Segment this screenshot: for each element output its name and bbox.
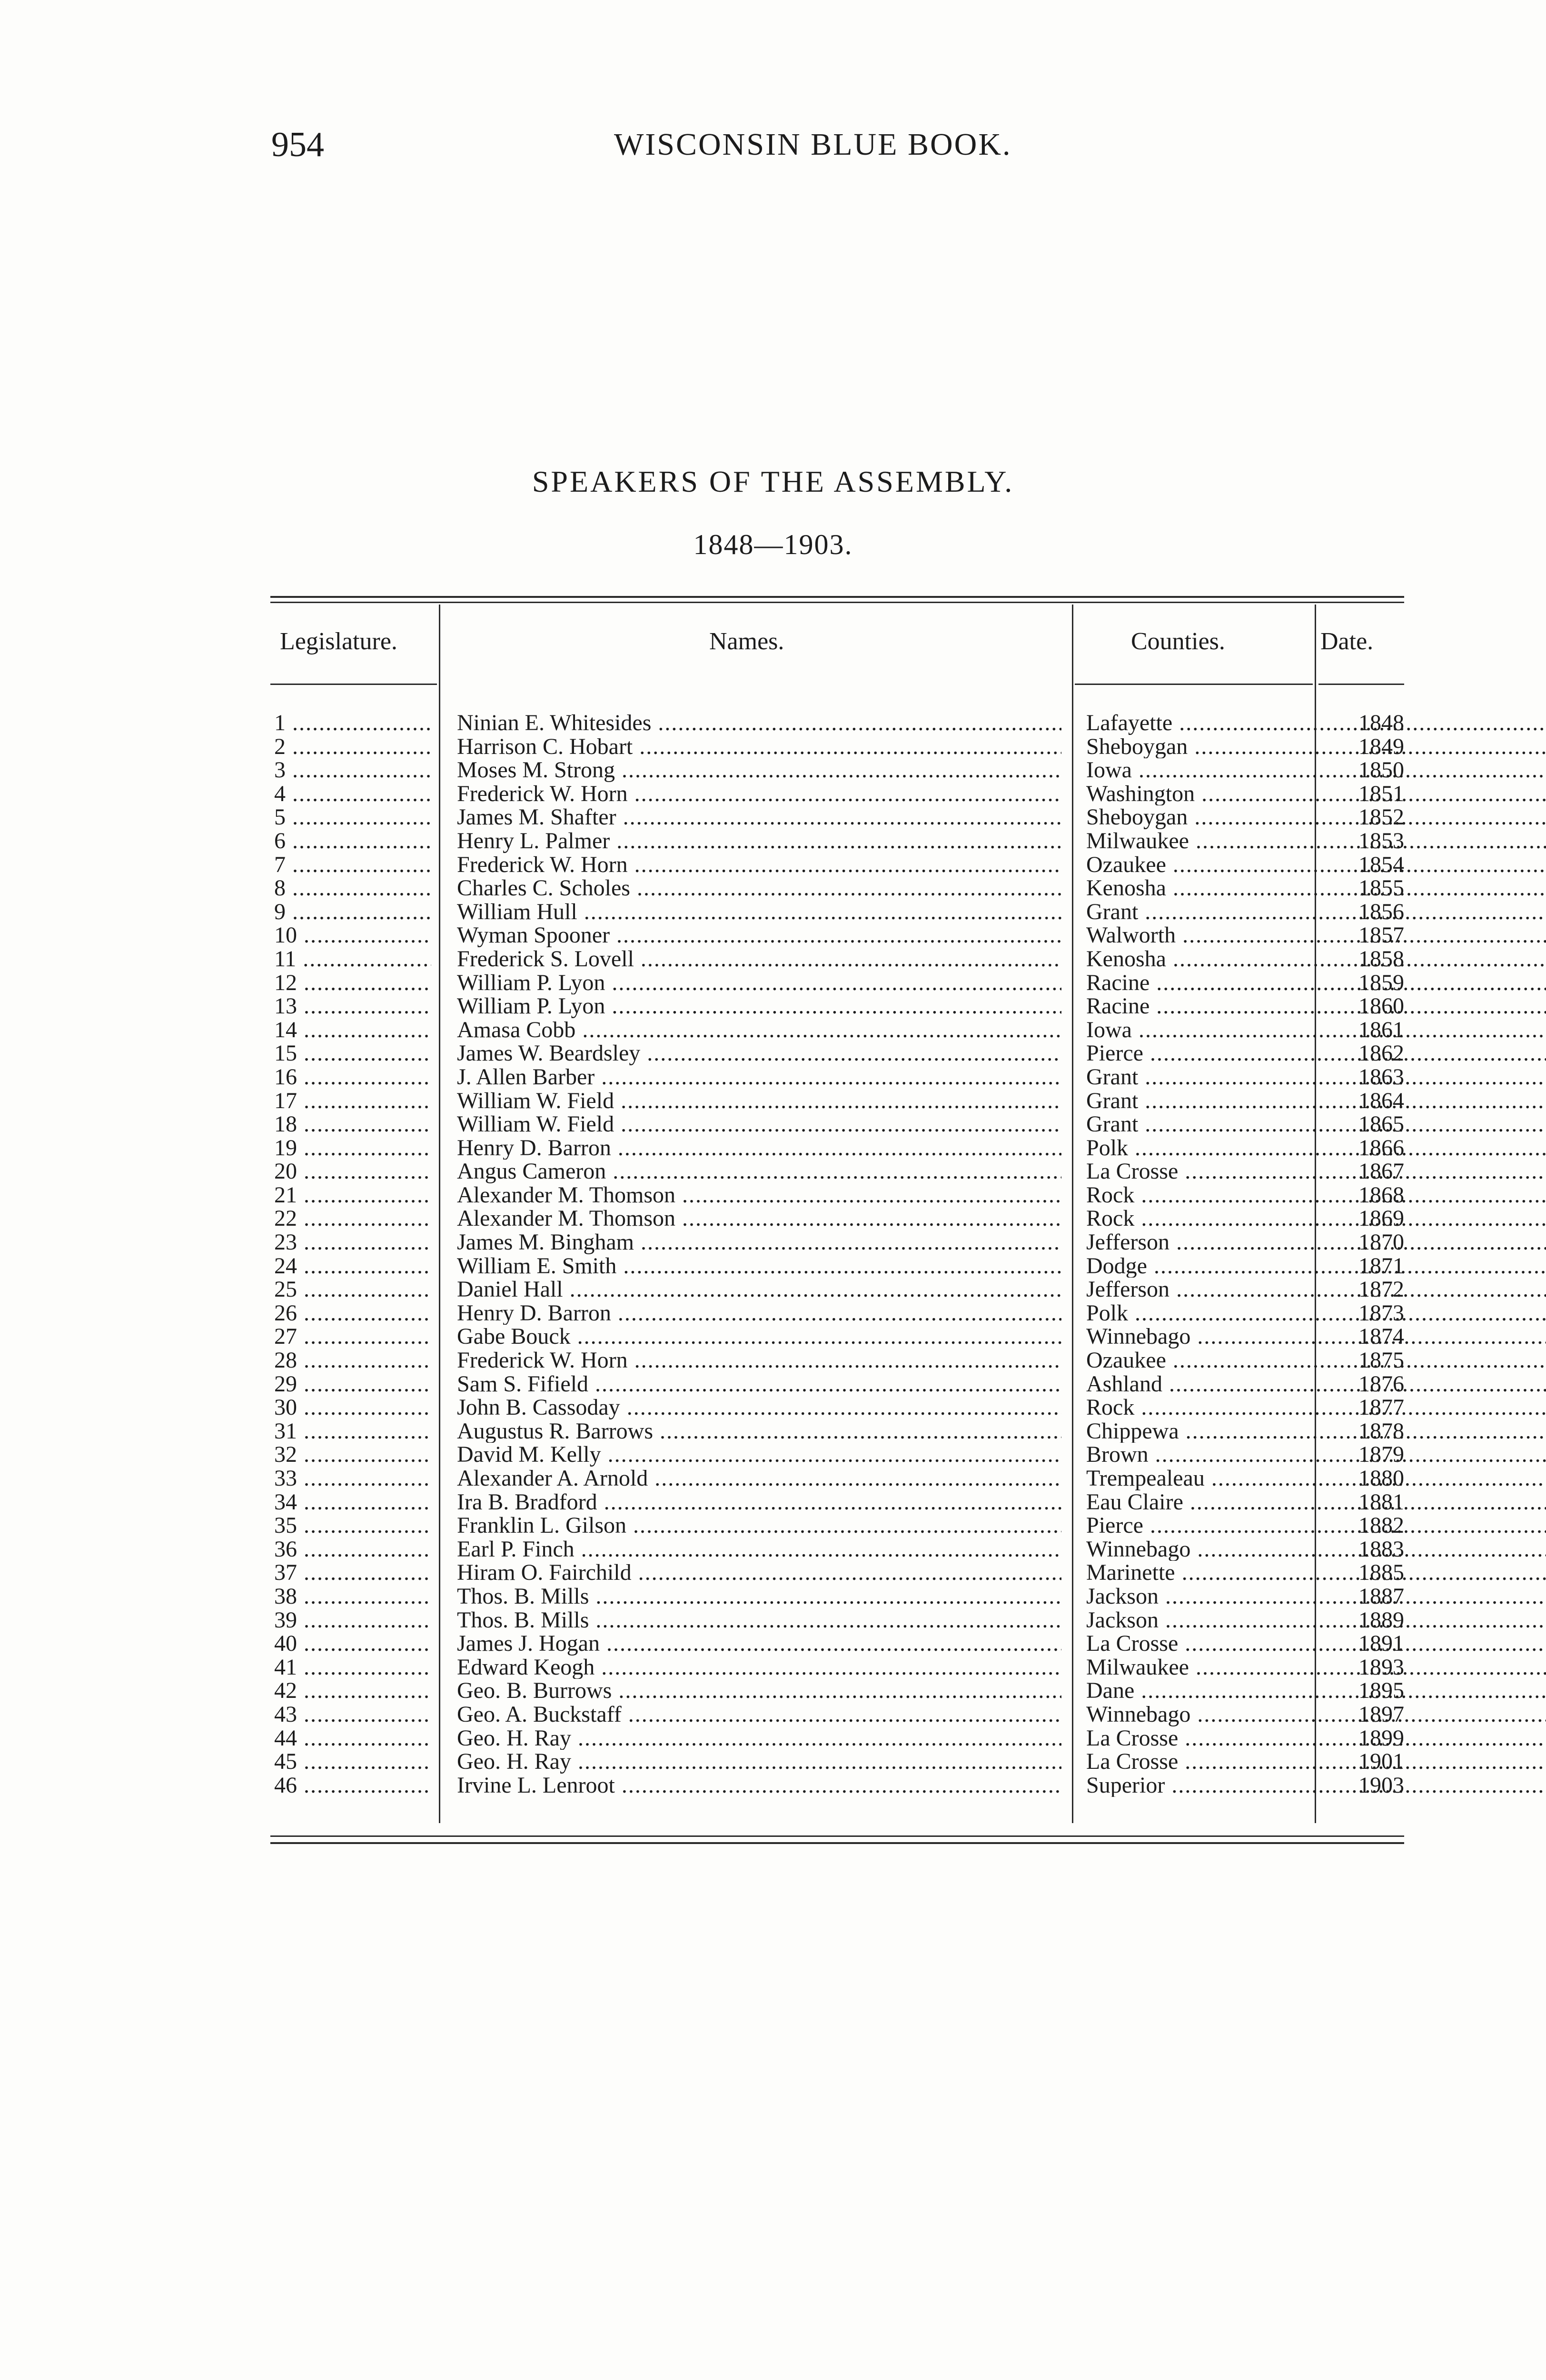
legislature-cell: 43 ..... (274, 1703, 431, 1726)
legislature-cell: 18 ..... (274, 1112, 431, 1136)
date-cell: 1863 (1358, 1064, 1404, 1090)
table-row (270, 1065, 1404, 1089)
legislature-cell: 35 ..... (274, 1514, 431, 1537)
table-row (270, 900, 1404, 924)
date-cell: 1865 (1358, 1111, 1404, 1137)
name-cell: J. Allen Barber ..... (457, 1065, 1061, 1089)
table-row (270, 1467, 1404, 1490)
date-cell: 1889 (1358, 1607, 1404, 1633)
date-cell: 1860 (1358, 993, 1404, 1019)
table-row (270, 1041, 1404, 1065)
page-subtitle: 1848—1903. (693, 529, 853, 560)
county-cell: Jefferson ..... (1086, 1278, 1546, 1301)
legislature-cell: 12 ..... (274, 971, 431, 995)
county-cell: Rock ..... (1086, 1396, 1546, 1419)
legislature-cell: 38 ..... (274, 1585, 431, 1608)
legislature-cell: 21 ..... (274, 1183, 431, 1207)
table-row (270, 1112, 1404, 1136)
date-cell: 1882 (1358, 1513, 1404, 1538)
table-row (270, 994, 1404, 1018)
legislature-cell: 13 ..... (274, 994, 431, 1018)
name-cell: William P. Lyon ..... (457, 994, 1061, 1018)
legislature-cell: 16 ..... (274, 1065, 431, 1089)
legislature-cell: 34 ..... (274, 1490, 431, 1514)
table-row (270, 971, 1404, 995)
table-row (270, 853, 1404, 877)
date-cell: 1874 (1358, 1324, 1404, 1349)
header-underline (1075, 684, 1313, 685)
column-header-names: Names. (709, 628, 784, 655)
county-cell: Sheboygan ..... (1086, 805, 1546, 829)
county-cell: Kenosha ..... (1086, 947, 1546, 971)
legislature-cell: 42 ..... (274, 1679, 431, 1703)
date-cell: 1856 (1358, 899, 1404, 924)
county-cell: Pierce ..... (1086, 1514, 1546, 1537)
date-cell: 1851 (1358, 781, 1404, 806)
table-row (270, 782, 1404, 806)
name-cell: Moses M. Strong ..... (457, 758, 1061, 782)
table-row (270, 1750, 1404, 1774)
county-cell: Iowa ..... (1086, 758, 1546, 782)
legislature-cell: 32 ..... (274, 1443, 431, 1467)
date-cell: 1887 (1358, 1583, 1404, 1609)
date-cell: 1876 (1358, 1371, 1404, 1397)
county-cell: Lafayette ..... (1086, 711, 1546, 735)
legislature-cell: 14 ..... (274, 1018, 431, 1042)
county-cell: La Crosse ..... (1086, 1160, 1546, 1183)
date-cell: 1872 (1358, 1277, 1404, 1302)
name-cell: Charles C. Scholes ..... (457, 876, 1061, 900)
name-cell: William E. Smith ..... (457, 1254, 1061, 1278)
date-cell: 1878 (1358, 1418, 1404, 1444)
date-cell: 1853 (1358, 828, 1404, 853)
date-cell: 1866 (1358, 1135, 1404, 1160)
legislature-cell: 5 ..... (274, 805, 431, 829)
name-cell: Alexander M. Thomson ..... (457, 1207, 1061, 1230)
county-cell: La Crosse ..... (1086, 1726, 1546, 1750)
date-cell: 1877 (1358, 1395, 1404, 1420)
county-cell: Grant ..... (1086, 1089, 1546, 1113)
date-cell: 1848 (1358, 710, 1404, 735)
name-cell: Daniel Hall ..... (457, 1278, 1061, 1301)
county-cell: Dane ..... (1086, 1679, 1546, 1703)
name-cell: William W. Field ..... (457, 1112, 1061, 1136)
county-cell: Kenosha ..... (1086, 876, 1546, 900)
legislature-cell: 2 ..... (274, 735, 431, 759)
name-cell: Harrison C. Hobart ..... (457, 735, 1061, 759)
table-row (270, 1254, 1404, 1278)
table-row (270, 876, 1404, 900)
name-cell: Alexander M. Thomson ..... (457, 1183, 1061, 1207)
legislature-cell: 40 ..... (274, 1632, 431, 1656)
table-row (270, 1537, 1404, 1561)
date-cell: 1897 (1358, 1701, 1404, 1727)
table-row (270, 1160, 1404, 1183)
name-cell: Ninian E. Whitesides ..... (457, 711, 1061, 735)
legislature-cell: 4 ..... (274, 782, 431, 806)
name-cell: Frederick W. Horn ..... (457, 853, 1061, 877)
name-cell: Henry L. Palmer ..... (457, 829, 1061, 853)
county-cell: Racine ..... (1086, 971, 1546, 995)
county-cell: Milwaukee ..... (1086, 1656, 1546, 1679)
name-cell: Alexander A. Arnold ..... (457, 1467, 1061, 1490)
table-row (270, 758, 1404, 782)
legislature-cell: 39 ..... (274, 1608, 431, 1632)
table-body (270, 711, 1404, 1797)
date-cell: 1854 (1358, 852, 1404, 877)
county-cell: Chippewa ..... (1086, 1419, 1546, 1443)
legislature-cell: 33 ..... (274, 1467, 431, 1490)
county-cell: Pierce ..... (1086, 1041, 1546, 1065)
date-cell: 1852 (1358, 804, 1404, 830)
legislature-cell: 17 ..... (274, 1089, 431, 1113)
county-cell: Polk ..... (1086, 1301, 1546, 1325)
table-row (270, 947, 1404, 971)
table-row (270, 829, 1404, 853)
header-underline (1318, 684, 1404, 685)
table-row (270, 1561, 1404, 1585)
name-cell: Geo. B. Burrows ..... (457, 1679, 1061, 1703)
county-cell: Grant ..... (1086, 900, 1546, 924)
legislature-cell: 31 ..... (274, 1419, 431, 1443)
date-cell: 1891 (1358, 1631, 1404, 1656)
date-cell: 1868 (1358, 1182, 1404, 1208)
county-cell: Brown ..... (1086, 1443, 1546, 1467)
name-cell: James W. Beardsley ..... (457, 1041, 1061, 1065)
legislature-cell: 30 ..... (274, 1396, 431, 1419)
date-cell: 1871 (1358, 1253, 1404, 1279)
legislature-cell: 29 ..... (274, 1372, 431, 1396)
legislature-cell: 20 ..... (274, 1160, 431, 1183)
table-row (270, 711, 1404, 735)
name-cell: William W. Field ..... (457, 1089, 1061, 1113)
legislature-cell: 19 ..... (274, 1136, 431, 1160)
date-cell: 1855 (1358, 875, 1404, 901)
county-cell: Trempealeau ..... (1086, 1467, 1546, 1490)
county-cell: Marinette ..... (1086, 1561, 1546, 1585)
county-cell: Ozaukee ..... (1086, 853, 1546, 877)
top-rule-inner (270, 602, 1404, 603)
county-cell: Polk ..... (1086, 1136, 1546, 1160)
name-cell: Henry D. Barron ..... (457, 1301, 1061, 1325)
legislature-cell: 46 ..... (274, 1774, 431, 1797)
name-cell: Sam S. Fifield ..... (457, 1372, 1061, 1396)
name-cell: Ira B. Bradford ..... (457, 1490, 1061, 1514)
table-row (270, 1490, 1404, 1514)
date-cell: 1903 (1358, 1772, 1404, 1798)
table-row (270, 1585, 1404, 1608)
legislature-cell: 26 ..... (274, 1301, 431, 1325)
table-row (270, 1419, 1404, 1443)
date-cell: 1880 (1358, 1466, 1404, 1491)
county-cell: Rock ..... (1086, 1183, 1546, 1207)
legislature-cell: 36 ..... (274, 1537, 431, 1561)
name-cell: Thos. B. Mills ..... (457, 1585, 1061, 1608)
table-row (270, 1608, 1404, 1632)
county-cell: Iowa ..... (1086, 1018, 1546, 1042)
name-cell: Irvine L. Lenroot ..... (457, 1774, 1061, 1797)
county-cell: Grant ..... (1086, 1112, 1546, 1136)
table-row (270, 735, 1404, 759)
county-cell: Jackson ..... (1086, 1608, 1546, 1632)
table-row (270, 1018, 1404, 1042)
table-row (270, 1726, 1404, 1750)
bottom-rule (270, 1842, 1404, 1844)
legislature-cell: 25 ..... (274, 1278, 431, 1301)
page-title: SPEAKERS OF THE ASSEMBLY. (532, 465, 1014, 498)
county-cell: Milwaukee ..... (1086, 829, 1546, 853)
column-header-legislature: Legislature. (280, 628, 397, 655)
name-cell: Thos. B. Mills ..... (457, 1608, 1061, 1632)
bottom-rule-inner (270, 1835, 1404, 1837)
legislature-cell: 22 ..... (274, 1207, 431, 1230)
legislature-cell: 28 ..... (274, 1349, 431, 1372)
name-cell: Angus Cameron ..... (457, 1160, 1061, 1183)
county-cell: Winnebago ..... (1086, 1537, 1546, 1561)
date-cell: 1893 (1358, 1654, 1404, 1680)
name-cell: Frederick W. Horn ..... (457, 1349, 1061, 1372)
legislature-cell: 10 ..... (274, 923, 431, 947)
table-row (270, 1372, 1404, 1396)
county-cell: Jackson ..... (1086, 1585, 1546, 1608)
county-cell: La Crosse ..... (1086, 1750, 1546, 1774)
county-cell: Sheboygan ..... (1086, 735, 1546, 759)
name-cell: William P. Lyon ..... (457, 971, 1061, 995)
county-cell: Rock ..... (1086, 1207, 1546, 1230)
table-row (270, 1632, 1404, 1656)
table-row (270, 1396, 1404, 1419)
table-row (270, 1136, 1404, 1160)
table-row (270, 1703, 1404, 1726)
column-header-date: Date. (1320, 628, 1374, 655)
date-cell: 1881 (1358, 1489, 1404, 1515)
legislature-cell: 27 ..... (274, 1325, 431, 1349)
name-cell: Amasa Cobb ..... (457, 1018, 1061, 1042)
running-header: WISCONSIN BLUE BOOK. (614, 127, 1012, 162)
date-cell: 1850 (1358, 757, 1404, 783)
name-cell: John B. Cassoday ..... (457, 1396, 1061, 1419)
name-cell: Earl P. Finch ..... (457, 1537, 1061, 1561)
table-row (270, 1325, 1404, 1349)
table-row (270, 1774, 1404, 1797)
legislature-cell: 41 ..... (274, 1656, 431, 1679)
name-cell: Geo. H. Ray ..... (457, 1726, 1061, 1750)
legislature-cell: 11 ..... (274, 947, 431, 971)
date-cell: 1899 (1358, 1725, 1404, 1751)
name-cell: Geo. H. Ray ..... (457, 1750, 1061, 1774)
name-cell: Edward Keogh ..... (457, 1656, 1061, 1679)
county-cell: Grant ..... (1086, 1065, 1546, 1089)
county-cell: Winnebago ..... (1086, 1703, 1546, 1726)
date-cell: 1859 (1358, 970, 1404, 995)
table-row (270, 1183, 1404, 1207)
name-cell: Gabe Bouck ..... (457, 1325, 1061, 1349)
name-cell: Hiram O. Fairchild ..... (457, 1561, 1061, 1585)
table-row (270, 1349, 1404, 1372)
county-cell: Eau Claire ..... (1086, 1490, 1546, 1514)
date-cell: 1885 (1358, 1560, 1404, 1586)
legislature-cell: 45 ..... (274, 1750, 431, 1774)
name-cell: Augustus R. Barrows ..... (457, 1419, 1061, 1443)
county-cell: Ashland ..... (1086, 1372, 1546, 1396)
date-cell: 1857 (1358, 922, 1404, 948)
date-cell: 1873 (1358, 1300, 1404, 1326)
date-cell: 1861 (1358, 1017, 1404, 1042)
name-cell: David M. Kelly ..... (457, 1443, 1061, 1467)
county-cell: Walworth ..... (1086, 923, 1546, 947)
legislature-cell: 1 ..... (274, 711, 431, 735)
name-cell: Franklin L. Gilson ..... (457, 1514, 1061, 1537)
table-row (270, 1230, 1404, 1254)
top-rule (270, 596, 1404, 598)
legislature-cell: 37 ..... (274, 1561, 431, 1585)
date-cell: 1870 (1358, 1230, 1404, 1255)
name-cell: Geo. A. Buckstaff ..... (457, 1703, 1061, 1726)
name-cell: James M. Shafter ..... (457, 805, 1061, 829)
county-cell: Dodge ..... (1086, 1254, 1546, 1278)
header-underline (270, 684, 437, 685)
name-cell: James M. Bingham ..... (457, 1230, 1061, 1254)
legislature-cell: 23 ..... (274, 1230, 431, 1254)
table-row (270, 1656, 1404, 1679)
table-row (270, 1207, 1404, 1230)
page-number: 954 (271, 125, 324, 164)
legislature-cell: 44 ..... (274, 1726, 431, 1750)
date-cell: 1869 (1358, 1206, 1404, 1231)
table-row (270, 923, 1404, 947)
name-cell: Frederick S. Lovell ..... (457, 947, 1061, 971)
county-cell: Racine ..... (1086, 994, 1546, 1018)
date-cell: 1864 (1358, 1088, 1404, 1113)
table-row (270, 805, 1404, 829)
date-cell: 1895 (1358, 1678, 1404, 1704)
date-cell: 1862 (1358, 1041, 1404, 1066)
county-cell: Superior ..... (1086, 1774, 1546, 1797)
legislature-cell: 6 ..... (274, 829, 431, 853)
legislature-cell: 8 ..... (274, 876, 431, 900)
table-row (270, 1679, 1404, 1703)
legislature-cell: 3 ..... (274, 758, 431, 782)
county-cell: Ozaukee ..... (1086, 1349, 1546, 1372)
name-cell: James J. Hogan ..... (457, 1632, 1061, 1656)
date-cell: 1901 (1358, 1749, 1404, 1775)
county-cell: Washington ..... (1086, 782, 1546, 806)
date-cell: 1883 (1358, 1536, 1404, 1562)
legislature-cell: 15 ..... (274, 1041, 431, 1065)
name-cell: William Hull ..... (457, 900, 1061, 924)
county-cell: La Crosse ..... (1086, 1632, 1546, 1656)
legislature-cell: 24 ..... (274, 1254, 431, 1278)
date-cell: 1867 (1358, 1159, 1404, 1184)
date-cell: 1879 (1358, 1442, 1404, 1468)
table-row (270, 1089, 1404, 1113)
county-cell: Jefferson ..... (1086, 1230, 1546, 1254)
legislature-cell: 7 ..... (274, 853, 431, 877)
date-cell: 1858 (1358, 946, 1404, 972)
name-cell: Wyman Spooner ..... (457, 923, 1061, 947)
column-header-counties: Counties. (1131, 628, 1225, 655)
table-row (270, 1443, 1404, 1467)
date-cell: 1875 (1358, 1348, 1404, 1373)
table-row (270, 1278, 1404, 1301)
name-cell: Henry D. Barron ..... (457, 1136, 1061, 1160)
date-cell: 1849 (1358, 734, 1404, 759)
county-cell: Winnebago ..... (1086, 1325, 1546, 1349)
name-cell: Frederick W. Horn ..... (457, 782, 1061, 806)
legislature-cell: 9 ..... (274, 900, 431, 924)
table-row (270, 1301, 1404, 1325)
table-row (270, 1514, 1404, 1537)
